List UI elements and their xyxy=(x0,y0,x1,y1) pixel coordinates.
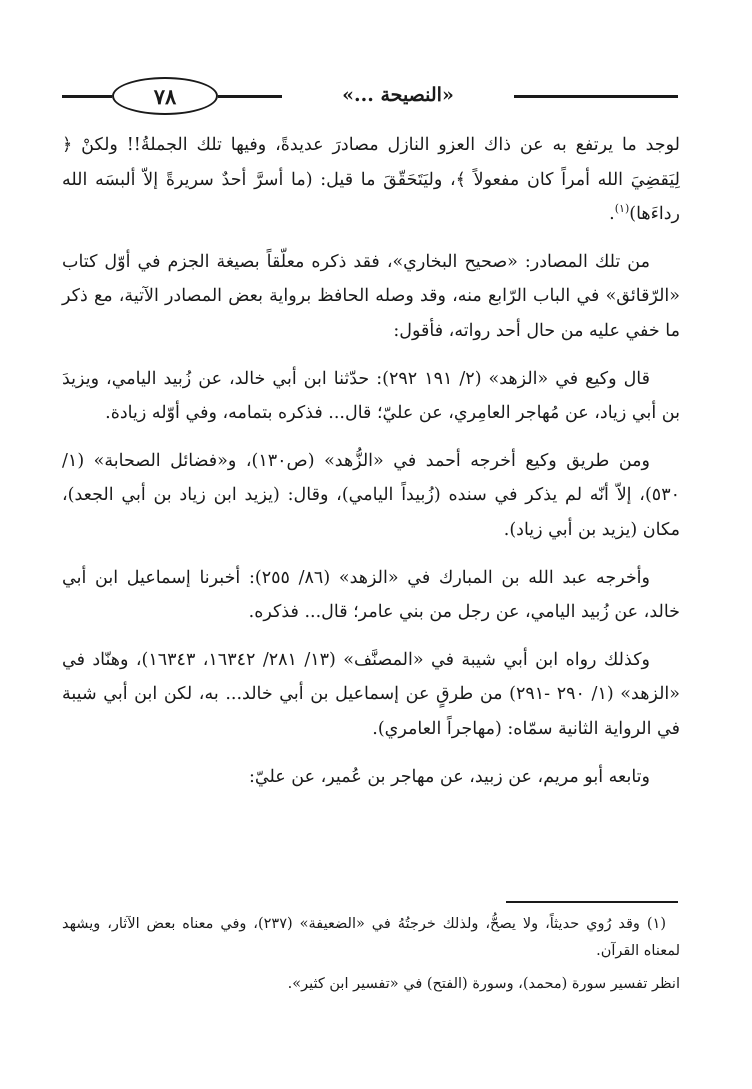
paragraph-1 xyxy=(62,128,680,232)
running-title: «النصيحة ...» xyxy=(342,84,454,106)
paragraph-2: من تلك المصادر: «صحيح البخاري»، فقد ذكره معلّقاً بصيغة الجزم في أوّل كتاب «الرّقائق» في الباب الرّابع منه، وقد وصله الحافظ برواية بعض المصادر الآتية، مع ذكر ما خفي عليه من حال أحد رواته، فأقول: xyxy=(62,251,680,341)
footnote-1-continuation: انظر تفسير سورة (محمد)، وسورة (الفتح) في «تفسير ابن كثير». xyxy=(287,976,680,992)
footnote-1: (١) وقد رُوي حديثاً، ولا يصحُّ، ولذلك خرجتُهُ في «الضعيفة» (٢٣٧)، وفي معناه بعض الآثار، ويشهد لمعناه القرآن. xyxy=(62,916,680,959)
paragraph-3: قال وكيع في «الزهد» (٢/ ١٩١ ٢٩٢): حدّثنا ابن أبي خالد، عن زُبيد اليامي، ويزيدَ بن أبي زياد، عن مُهاجر العامِري، عن عليّ؛ قال... فذكره بتمامه، وفي أوّله زيادة. xyxy=(62,368,680,424)
page-header xyxy=(62,74,678,118)
footnotes xyxy=(62,911,680,998)
paragraph-1-end: . xyxy=(609,204,615,225)
paragraph-7: وتابعه أبو مريم، عن زبيد، عن مهاجر بن عُمير، عن عليّ: xyxy=(249,766,650,787)
header-rule-left xyxy=(62,95,112,98)
header-rule-right xyxy=(514,95,678,98)
footnote-reference[interactable]: (١) xyxy=(614,202,630,216)
page-number: ٧٨ xyxy=(112,77,218,115)
paragraph-1-line-1: لوجد ما يرتفع به عن ذاك العزو النازل مصادرَ عديدةً، وفيها تلك الجملةُ!! xyxy=(126,135,680,155)
paragraph-1-line-2: ولكنْ ﴿ لِيَقضِيَ الله أمراً كان مفعولاً ﴾، وليَتَحَقّقَ ما قيل: (ما أسرَّ أحدٌ سريرةً xyxy=(62,135,680,190)
header-rule-middle xyxy=(218,95,282,98)
paragraph-4: ومن طريق وكيع أخرجه أحمد في «الزُّهد» (ص١٣٠)، و«فضائل الصحابة» (١/ ٥٣٠)، إلاّ أنّه لم يذكر في سنده (زُبيداً اليامي)، وقال: (يزيد ابن زياد بن أبي الجعد)، مكان (يزيد بن أبي زياد). xyxy=(62,450,680,540)
footnote-separator xyxy=(506,901,678,903)
main-text xyxy=(62,128,680,794)
paragraph-6: وكذلك رواه ابن أبي شيبة في «المصنَّف» (١٣/ ٢٨١/ ١٦٣٤٢، ١٦٣٤٣)، وهنّاد في «الزهد» (١/ ٢٩٠ -٢٩١) من طرقٍ عن إسماعيل بن أبي خالد... به، لكن ابن أبي شيبة في الرواية الثانية سمّاه: (مهاجراً العامري). xyxy=(62,649,680,739)
paragraph-5: وأخرجه عبد الله بن المبارك في «الزهد» (٨٦/ ٢٥٥): أخبرنا إسماعيل ابن أبي خالد، عن زُبيد اليامي، عن رجل من بني عامر؛ قال... فذكره. xyxy=(62,567,680,623)
paragraph-1-line-3: إلاّ ألبسَه الله رداءَها) xyxy=(62,169,680,225)
